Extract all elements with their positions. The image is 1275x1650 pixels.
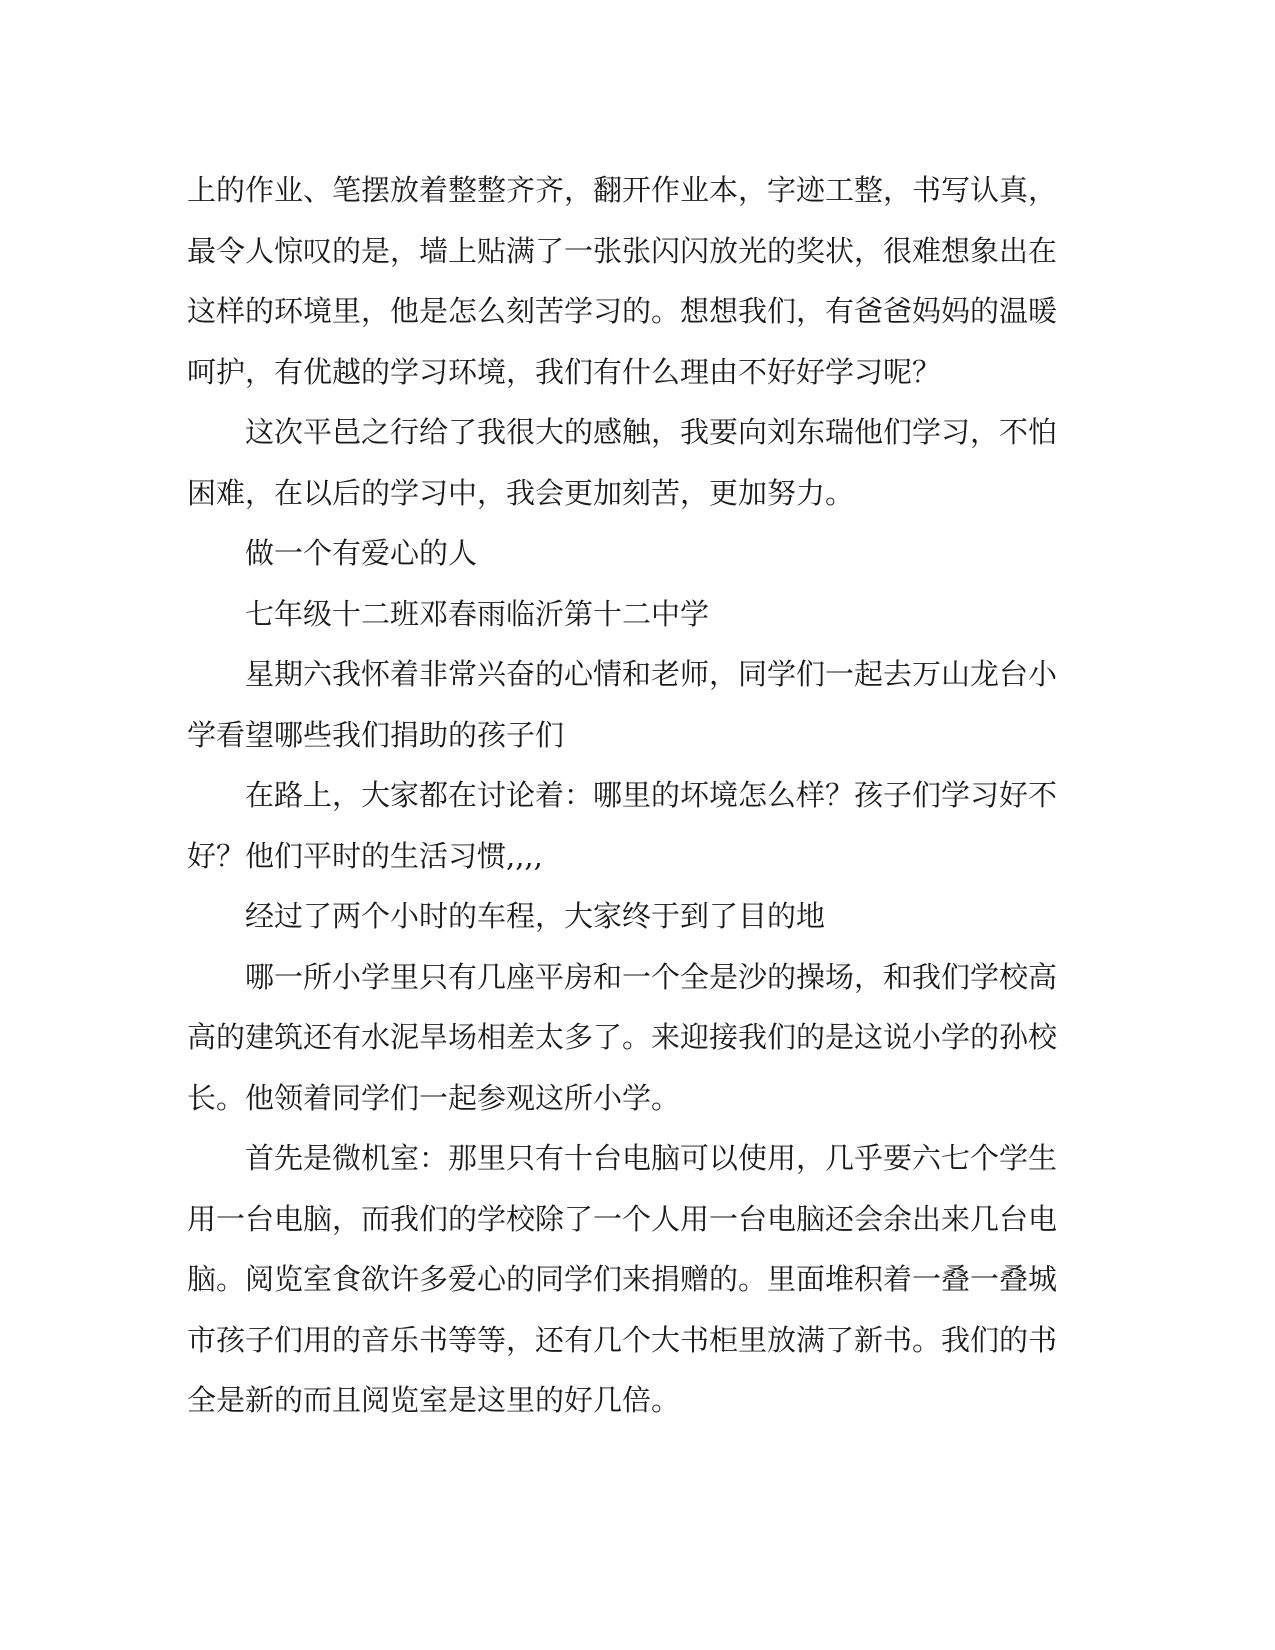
paragraph: 在路上，大家都在讨论着：哪里的坏境怎么样？孩子们学习好不好？他们平时的生活习惯,,,, <box>187 778 1058 873</box>
essay-author: 七年级十二班邓春雨临沂第十二中学 <box>245 596 710 631</box>
paragraph: 这次平邑之行给了我很大的感触，我要向刘东瑞他们学习，不怕困难，在以后的学习中，我会更加刻苦，更加努力。 <box>187 415 1058 510</box>
document-body <box>187 160 1067 1431</box>
paragraph-continued: 上的作业、笔摆放着整整齐齐，翻开作业本，字迹工整，书写认真，最令人惊叹的是，墙上贴满了一张张闪闪放光的奖状，很难想象出在这样的环境里，他是怎么刻苦学习的。想想我们，有爸爸妈妈的温暖呵护，有优越的学习环境，我们有什么理由不好好学习呢？ <box>187 173 1058 389</box>
paragraph: 星期六我怀着非常兴奋的心情和老师，同学们一起去万山龙台小学看望哪些我们捐助的孩子们 <box>187 657 1058 752</box>
paragraph: 哪一所小学里只有几座平房和一个全是沙的操场，和我们学校高高的建筑还有水泥旱场相差太多了。来迎接我们的是这说小学的孙校长。他领着同学们一起参观这所小学。 <box>187 959 1058 1115</box>
paragraph: 首先是微机室：那里只有十台电脑可以使用，几乎要六七个学生用一台电脑，而我们的学校除了一个人用一台电脑还会余出来几台电脑。阅览室食欲许多爱心的同学们来捐赠的。里面堆积着一叠一叠城市孩子们用的音乐书等等，还有几个大书柜里放满了新书。我们的书全是新的而且阅览室是这里的好几倍。 <box>187 1141 1058 1417</box>
essay-title: 做一个有爱心的人 <box>245 536 478 570</box>
paragraph: 经过了两个小时的车程，大家终于到了目的地 <box>245 899 826 933</box>
